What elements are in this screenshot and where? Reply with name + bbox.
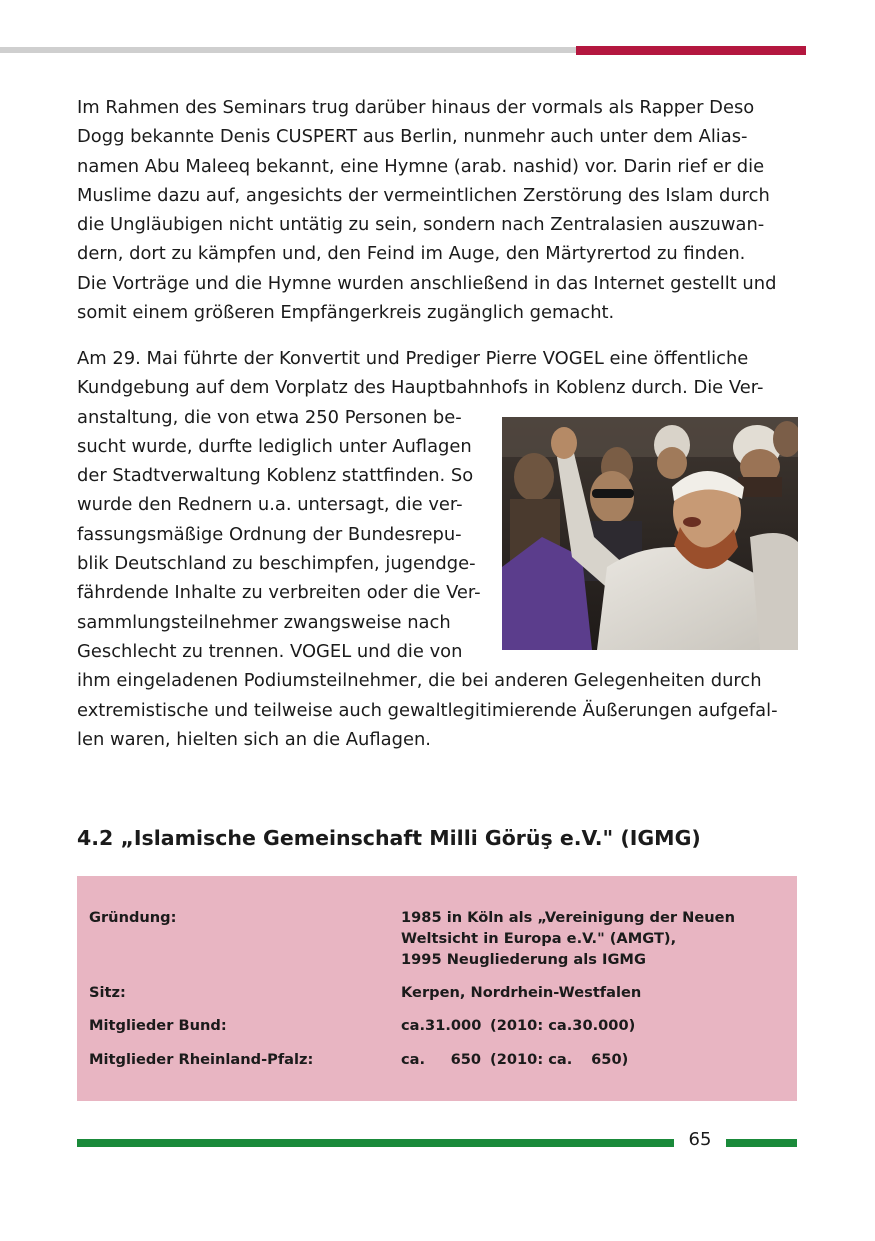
info-value-line: 1985 in Köln als „Vereinigung der Neuen	[401, 909, 735, 926]
text-line: die Ungläubigen nicht untätig zu sein, sondern nach Zentralasien auszuwan-	[77, 214, 765, 236]
info-value	[401, 1049, 628, 1070]
text-line: fassungsmäßige Ordnung der Bundesrepu-	[77, 523, 462, 545]
count-current: 650	[450, 1051, 482, 1068]
text-line: Dogg bekannte Denis CUSPERT aus Berlin, nunmehr auch unter dem Alias-	[77, 126, 748, 148]
text-line: extremistische und teilweise auch gewaltlegitimierende Äußerungen aufgefal-	[77, 699, 778, 721]
count-prev: 30.000)	[572, 1017, 636, 1034]
info-label: Gründung:	[89, 909, 177, 926]
page-number: 65	[688, 1129, 712, 1150]
text-line: dern, dort zu kämpfen und, den Feind im Auge, den Märtyrertod zu finden.	[77, 243, 746, 265]
text-line: Die Vorträge und die Hymne wurden anschließend in das Internet gestellt und	[77, 272, 777, 294]
text-line: wurde den Rednern u.a. untersagt, die ver-	[77, 494, 463, 516]
footer-green-bar-left	[77, 1139, 674, 1147]
text-line: Am 29. Mai führte der Konvertit und Prediger Pierre VOGEL eine öffentliche	[77, 348, 749, 369]
text-line: anstaltung, die von etwa 250 Personen be-	[77, 406, 462, 428]
count-prefix: ca.	[401, 1017, 426, 1034]
count-prev-prefix: (2010: ca.	[490, 1017, 573, 1034]
organization-info-box	[77, 876, 797, 1101]
count-prev: 650)	[591, 1051, 629, 1068]
section-heading: 4.2 „Islamische Gemeinschaft Milli Görüş e.V." (IGMG)	[77, 826, 701, 850]
text-line: der Stadtverwaltung Koblenz stattfinden. So	[77, 465, 474, 487]
text-line: sucht wurde, durfte lediglich unter Auflagen	[77, 435, 472, 457]
rally-photo	[502, 417, 798, 650]
text-line: Muslime dazu auf, angesichts der vermeintlichen Zerstörung des Islam durch	[77, 184, 770, 206]
text-line: Im Rahmen des Seminars trug darüber hinaus der vormals als Rapper Deso	[77, 97, 755, 118]
text-line: Geschlecht zu trennen. VOGEL und die von	[77, 640, 463, 662]
count-prev-prefix: (2010: ca.	[490, 1051, 573, 1068]
header-red-bar	[576, 46, 806, 55]
footer-green-bar-right	[726, 1139, 797, 1147]
count-current: 31.000	[425, 1017, 482, 1034]
info-label: Mitglieder Rheinland-Pfalz:	[89, 1051, 314, 1068]
text-line: len waren, hielten sich an die Auflagen.	[77, 728, 431, 750]
text-line: Kundgebung auf dem Vorplatz des Hauptbahnhofs in Koblenz durch. Die Ver-	[77, 377, 764, 399]
text-line: ihm eingeladenen Podiumsteilnehmer, die bei anderen Gelegenheiten durch	[77, 670, 762, 692]
info-value	[401, 1015, 636, 1036]
text-line: sammlungsteilnehmer zwangsweise nach	[77, 611, 451, 633]
text-line: somit einem größeren Empfängerkreis zugänglich gemacht.	[77, 302, 615, 324]
info-label: Sitz:	[89, 984, 126, 1001]
text-line: blik Deutschland zu beschimpfen, jugendge-	[77, 553, 476, 575]
info-value-line: 1995 Neugliederung als IGMG	[401, 951, 646, 968]
text-line: namen Abu Maleeq bekannt, eine Hymne (arab. nashid) vor. Darin rief er die	[77, 155, 765, 177]
info-value	[401, 907, 735, 970]
text-line: fährdende Inhalte zu verbreiten oder die Ver-	[77, 582, 481, 604]
paragraph-seminar	[77, 93, 797, 327]
info-value-line: Weltsicht in Europa e.V." (AMGT),	[401, 930, 677, 947]
info-value: Kerpen, Nordrhein-Westfalen	[401, 984, 642, 1001]
count-prefix: ca.	[401, 1051, 426, 1068]
info-label: Mitglieder Bund:	[89, 1017, 227, 1034]
header-gray-bar	[0, 47, 576, 53]
